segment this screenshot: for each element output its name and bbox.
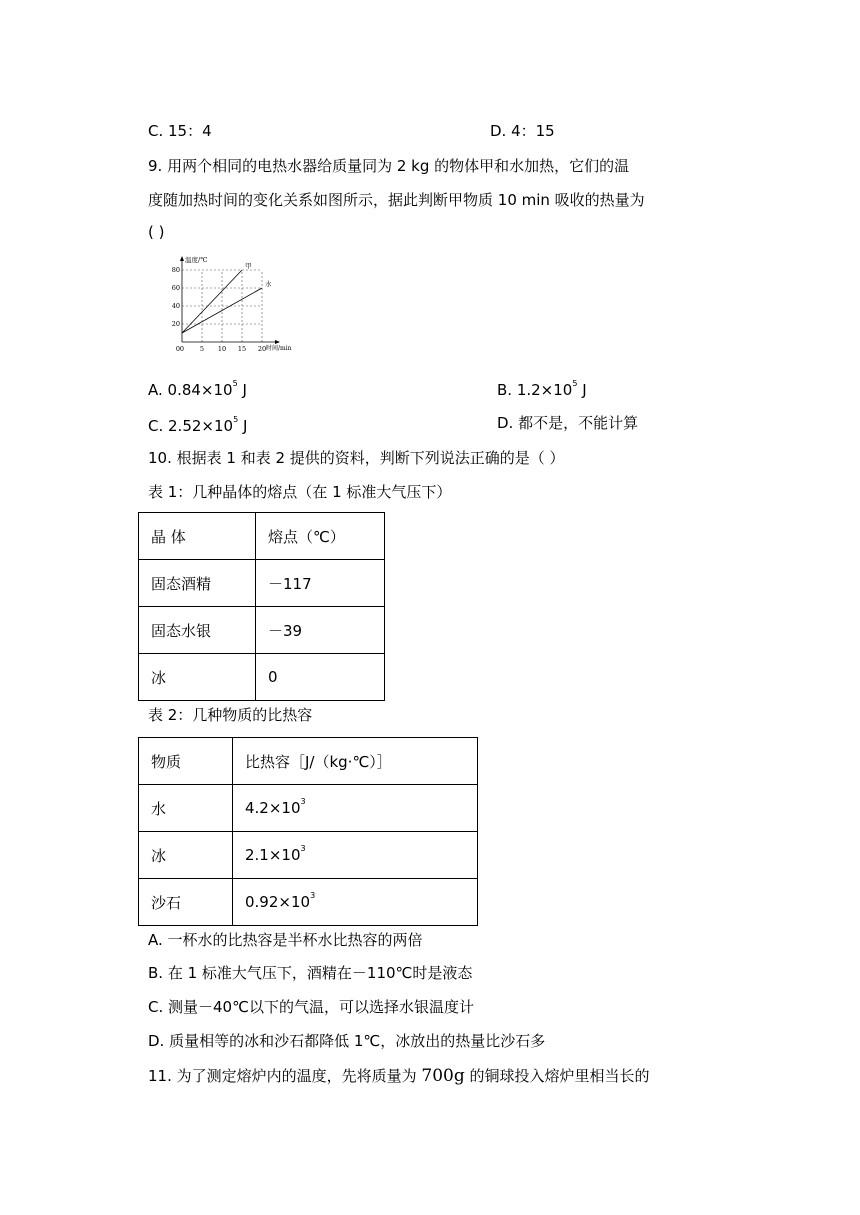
table-cell: 沙石 bbox=[139, 879, 233, 926]
table-row bbox=[139, 832, 478, 879]
y-tick-label: 60 bbox=[171, 284, 180, 292]
table-row bbox=[139, 607, 385, 654]
x-axis-label: 时间/min bbox=[266, 345, 292, 352]
q9-option-c: C. $2.52\times 10^5$ J bbox=[148, 415, 248, 435]
y-tick-label: 80 bbox=[171, 266, 180, 274]
y-axis-arrow bbox=[180, 256, 184, 261]
table-row bbox=[139, 560, 385, 607]
x-tick-label: 10 bbox=[217, 345, 227, 353]
table-row bbox=[139, 879, 478, 926]
x-tick-label: 0 bbox=[179, 345, 185, 353]
table-row bbox=[139, 785, 478, 832]
table-cell: －39 bbox=[256, 607, 385, 654]
table-cell: －117 bbox=[256, 560, 385, 607]
table-cell: 冰 bbox=[139, 832, 233, 879]
table-cell: 固态水银 bbox=[139, 607, 256, 654]
q9-answer-blank: ( ) bbox=[148, 223, 165, 241]
series-line bbox=[182, 270, 242, 333]
table2-header-cell: 比热容［J/（kg·℃）］ bbox=[233, 738, 478, 785]
table2-specific-heat bbox=[138, 737, 478, 926]
q8-option-c: C. 15：4 bbox=[148, 122, 212, 140]
table1-header-cell: 晶 体 bbox=[139, 513, 256, 560]
q9-stem-line1: 9. 用两个相同的电热水器给质量同为 2 kg 的物体甲和水加热，它们的温 bbox=[148, 157, 630, 175]
q10-option-b: B. 在 1 标准大气压下，酒精在－110℃时是液态 bbox=[148, 964, 473, 982]
x-tick-label: 20 bbox=[257, 345, 267, 353]
table2-title: 表 2：几种物质的比热容 bbox=[148, 706, 313, 724]
series-label: 水 bbox=[265, 280, 272, 288]
table-row bbox=[139, 654, 385, 701]
q9-option-d: D. 都不是，不能计算 bbox=[497, 414, 639, 432]
table-cell: 水 bbox=[139, 785, 233, 832]
q8-option-d: D. 4：15 bbox=[490, 122, 555, 140]
table2-header-cell: 物质 bbox=[139, 738, 233, 785]
y-tick-label: 40 bbox=[171, 302, 180, 310]
table-cell: $2.1\times 10^3$ bbox=[233, 832, 478, 879]
table1-header-cell: 熔点（℃） bbox=[256, 513, 385, 560]
table-cell: $0.92\times 10^3$ bbox=[233, 879, 478, 926]
x-tick-label: 15 bbox=[237, 345, 247, 353]
q10-stem: 10. 根据表 1 和表 2 提供的资料，判断下列说法正确的是（ ） bbox=[148, 449, 565, 467]
temperature-time-chart bbox=[170, 254, 300, 358]
q10-option-c: C. 测量－40℃以下的气温，可以选择水银温度计 bbox=[148, 998, 474, 1016]
table1-melting-points bbox=[138, 512, 385, 701]
table1-header bbox=[139, 513, 385, 560]
q11-mass: 700g bbox=[421, 1066, 465, 1086]
y-axis-label: 温度/℃ bbox=[185, 256, 208, 264]
q11-stem-line1: 11. 为了测定熔炉内的温度，先将质量为 700g 的铜球投入熔炉里相当长的 bbox=[148, 1066, 650, 1086]
table-cell: 0 bbox=[256, 654, 385, 701]
q9-option-a: A. $0.84\times 10^5$ J bbox=[148, 379, 247, 399]
series-line bbox=[182, 288, 262, 333]
y-tick-label: 20 bbox=[171, 320, 180, 328]
q9-stem-line2: 度随加热时间的变化关系如图所示，据此判断甲物质 10 min 吸收的热量为 bbox=[148, 191, 645, 209]
table1-title: 表 1：几种晶体的熔点（在 1 标准大气压下） bbox=[148, 483, 452, 501]
x-tick-label: 5 bbox=[199, 345, 205, 353]
origin-label: 0 bbox=[175, 345, 180, 353]
table-cell: 冰 bbox=[139, 654, 256, 701]
x-axis-arrow bbox=[275, 340, 280, 344]
table-cell: $4.2\times 10^3$ bbox=[233, 785, 478, 832]
q10-option-d: D. 质量相等的冰和沙石都降低 1℃，冰放出的热量比沙石多 bbox=[148, 1032, 546, 1050]
table2-header bbox=[139, 738, 478, 785]
chart-svg bbox=[170, 254, 300, 358]
q9-option-b: B. $1.2\times 10^5$ J bbox=[497, 379, 587, 399]
table-cell: 固态酒精 bbox=[139, 560, 256, 607]
q10-option-a: A. 一杯水的比热容是半杯水比热容的两倍 bbox=[148, 931, 423, 949]
series-label: 甲 bbox=[245, 262, 252, 270]
